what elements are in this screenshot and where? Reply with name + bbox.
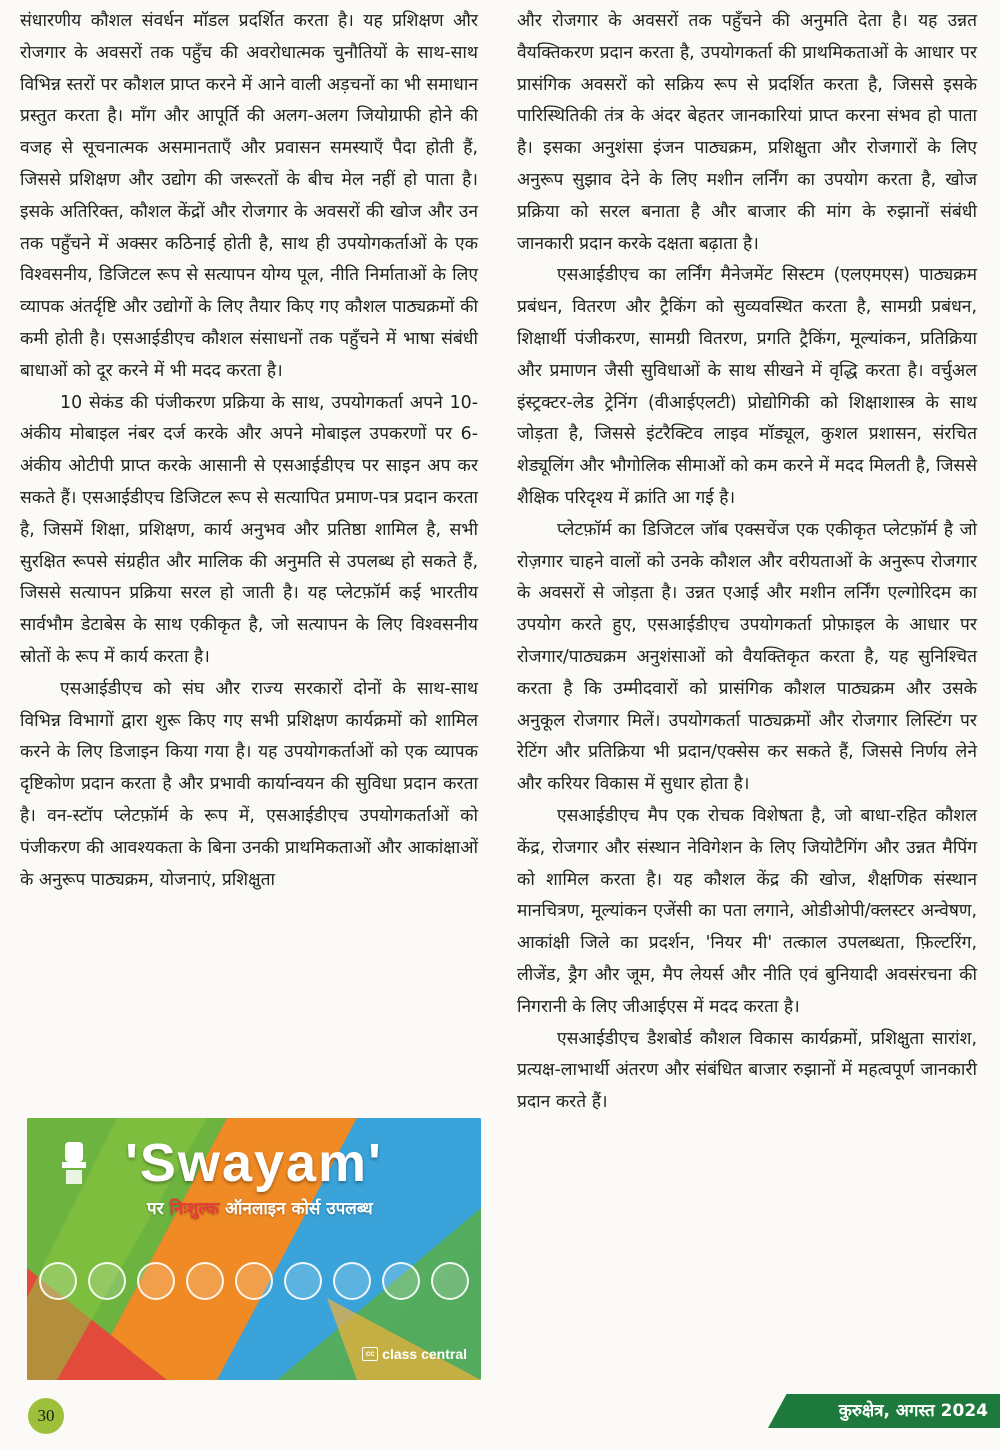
banner-subtitle: [147, 1196, 467, 1219]
cec-logo-icon: [88, 1262, 126, 1300]
left-paragraph-3: एसआईडीएच को संघ और राज्य सरकारों दोनों के साथ-साथ विभिन्न विभागों द्वारा शुरू किए गए सभी प्रशिक्षण कार्यक्रमों को शामिल करने के लिए डिजाइन किया गया है। यह उपयोगकर्ताओं को एक व्यापक दृष्टिकोण प्रदान करता है और प्रभावी कार्यान्वयन की सुविधा प्रदान करता है। वन-स्टॉप प्लेटफ़ॉर्म के रूप में, एसआईडीएच उपयोगकर्ताओं को पंजीकरण की आवश्यकता के बिना उनकी प्राथमिकताओं और आकांक्षाओं के अनुरूप पाठ्यक्रम, योजनाएं, प्रशिक्षुता: [20, 678, 478, 890]
banner-title: 'Swayam': [125, 1133, 383, 1193]
banner-subtitle-prefix: पर: [147, 1199, 164, 1219]
class-central-label: class central: [382, 1346, 467, 1362]
right-paragraph-5: एसआईडीएच डैशबोर्ड कौशल विकास कार्यक्रमों, प्रशिक्षुता सारांश, प्रत्यक्ष-लाभार्थी अंतरण और संबंधित बाजार रुझानों में महत्वपूर्ण जानकारी प्रदान करते हैं।: [517, 1028, 977, 1113]
ncert-logo-icon: [431, 1262, 469, 1300]
institution-logos-row: [39, 1258, 469, 1304]
iimb-logo-icon: [186, 1262, 224, 1300]
right-paragraph-4: एसआईडीएच मैप एक रोचक विशेषता है, जो बाधा-रहित कौशल केंद्र, रोजगार और संस्थान नेविगेशन के लिए जियोटैगिंग और उन्नत मैपिंग को शामिल करता है। यह कौशल केंद्र की खोज, शैक्षणिक संस्थान मानचित्रण, मूल्यांकन एजेंसी का पता लगाने, ओडीओपी/क्लस्टर अन्वेषण, आकांक्षी जिले का प्रदर्शन, 'नियर मी' तत्काल उपलब्धता, फ़िल्टरिंग, लीजेंड, ड्रैग और जूम, मैप लेयर्स और नीति एवं बुनियादी अवसंरचना की निगरानी के लिए जीआईएस में मदद करता है।: [517, 805, 977, 1017]
nptel-logo-icon: [333, 1262, 371, 1300]
ignou-logo-icon: [137, 1262, 175, 1300]
banner-subtitle-free: निःशुल्क: [169, 1199, 220, 1219]
right-paragraph-3: प्लेटफ़ॉर्म का डिजिटल जॉब एक्सचेंज एक एकीकृत प्लेटफ़ॉर्म है जो रोज़गार चाहने वालों को उनके कौशल और वरीयताओं के अनुरूप रोजगार के अवसरों से जोड़ता है। उन्नत एआई और मशीन लर्निंग एल्गोरिदम का उपयोग करते हुए, एसआईडीएच उपयोगकर्ता प्रोफ़ाइल के आधार पर रोजगार/पाठ्यक्रम अनुशंसाओं को वैयक्तिकृत करता है, यह सुनिश्चित करता है कि उम्मीदवारों को प्रासंगिक कौशल पाठ्यक्रम और उसके अनुकूल रोजगार मिलें। उपयोगकर्ता पाठ्यक्रमों और रोजगार लिस्टिंग पर रेटिंग और प्रतिक्रिया भी प्रदान/एक्सेस कर सकते हैं, जिससे निर्णय लेने और करियर विकास में सुधार होता है।: [517, 519, 977, 795]
ugc-logo-icon: [382, 1262, 420, 1300]
right-paragraph-1: और रोजगार के अवसरों तक पहुँचने की अनुमति देता है। यह उन्नत वैयक्तिकरण प्रदान करता है, उपयोगकर्ता की प्राथमिकताओं के आधार पर प्रासंगिक अवसरों को सक्रिय रूप से प्रदर्शित करता है, जिससे इसके पारिस्थितिकी तंत्र के अंदर बेहतर जानकारियां प्राप्त करना संभव हो पाता है। इसका अनुशंसा इंजन पाठ्यक्रम, प्रशिक्षुता और रोजगारों के लिए अनुरूप सुझाव देने के लिए मशीन लर्निंग का उपयोग करता है, खोज प्रक्रिया को सरल बनाता है और बाजार की मांग के रुझानों संबंधी जानकारी प्रदान करके दक्षता बढ़ाता है।: [517, 11, 977, 254]
magazine-issue: कुरुक्षेत्र, अगस्त 2024: [838, 1401, 988, 1421]
swayam-banner-image: [27, 1118, 481, 1380]
class-central-credit: [362, 1346, 467, 1362]
nitttr-logo-icon: [284, 1262, 322, 1300]
page-number: 30: [28, 1398, 64, 1434]
nios-logo-icon: [235, 1262, 273, 1300]
class-central-icon: cc: [362, 1347, 378, 1361]
left-column: [20, 6, 478, 896]
left-paragraph-1: संधारणीय कौशल संवर्धन मॉडल प्रदर्शित करता है। यह प्रशिक्षण और रोजगार के अवसरों तक पहुँच की अवरोधात्मक चुनौतियों के साथ-साथ विभिन्न स्तरों पर कौशल प्राप्त करने में आने वाली अड़चनों का भी समाधान प्रस्तुत करता है। माँग और आपूर्ति की अलग-अलग जियोग्राफी होने की वजह से सूचनात्मक असमानताएँ और प्रवासन समस्याएँ पैदा होती हैं, जिससे प्रशिक्षण और उद्योग की जरूरतों के बीच मेल नहीं हो पाता है। इसके अतिरिक्त, कौशल केंद्रों और रोजगार के अवसरों की खोज और उन तक पहुँचने में अक्सर कठिनाई होती है, साथ ही उपयोगकर्ताओं के एक विश्वसनीय, डिजिटल रूप से सत्यापन योग्य पूल, नीति निर्माताओं के लिए व्यापक अंतर्दृष्टि और उद्योगों के लिए तैयार किए गए कौशल पाठ्यक्रमों की कमी होती है। एसआईडीएच कौशल संसाधनों तक पहुँचने में भाषा संबंधी बाधाओं को दूर करने में भी मदद करता है।: [20, 11, 478, 381]
left-paragraph-2: 10 सेकंड की पंजीकरण प्रक्रिया के साथ, उपयोगकर्ता अपने 10-अंकीय मोबाइल नंबर दर्ज करके और अपने मोबाइल उपकरणों पर 6-अंकीय ओटीपी प्राप्त करके आसानी से एसआईडीएच पर साइन अप कर सकते हैं। एसआईडीएच डिजिटल रूप से सत्यापित प्रमाण-पत्र प्रदान करता है, जिसमें शिक्षा, प्रशिक्षण, कार्य अनुभव और प्रतिष्ठा शामिल है, सभी सुरक्षित रूपसे संग्रहीत और मालिक की अनुमति से उपलब्ध हो सकते हैं, जिससे सत्यापन प्रक्रिया सरल हो जाती है। यह प्लेटफ़ॉर्म कई भारतीय सार्वभौम डेटाबेस के साथ एकीकृत है, जो सत्यापन के लिए विश्वसनीय स्रोतों के रूप में कार्य करता है।: [20, 392, 478, 667]
aicte-logo-icon: [39, 1262, 77, 1300]
right-paragraph-2: एसआईडीएच का लर्निंग मैनेजमेंट सिस्टम (एलएमएस) पाठ्यक्रम प्रबंधन, वितरण और ट्रैकिंग को सुव्यवस्थित करता है, सामग्री प्रबंधन, शिक्षार्थी पंजीकरण, सामग्री वितरण, प्रगति ट्रैकिंग, मूल्यांकन, प्रतिक्रिया और प्रमाणन जैसी सुविधाओं के साथ सीखने में वृद्धि करता है। वर्चुअल इंस्ट्रक्टर-लेड ट्रेनिंग (वीआईएलटी) प्रोद्योगिकी को शिक्षाशास्त्र के साथ जोड़ता है, जिससे इंटरैक्टिव लाइव मॉड्यूल, कुशल प्रशासन, संरचित शेड्यूलिंग और भौगोलिक सीमाओं को कम करने में मदद मिलती है, जिससे शैक्षिक परिदृश्य में क्रांति आ गई है।: [517, 265, 977, 508]
banner-subtitle-rest: ऑनलाइन कोर्स उपलब्ध: [225, 1199, 373, 1219]
right-column: [517, 6, 977, 1119]
